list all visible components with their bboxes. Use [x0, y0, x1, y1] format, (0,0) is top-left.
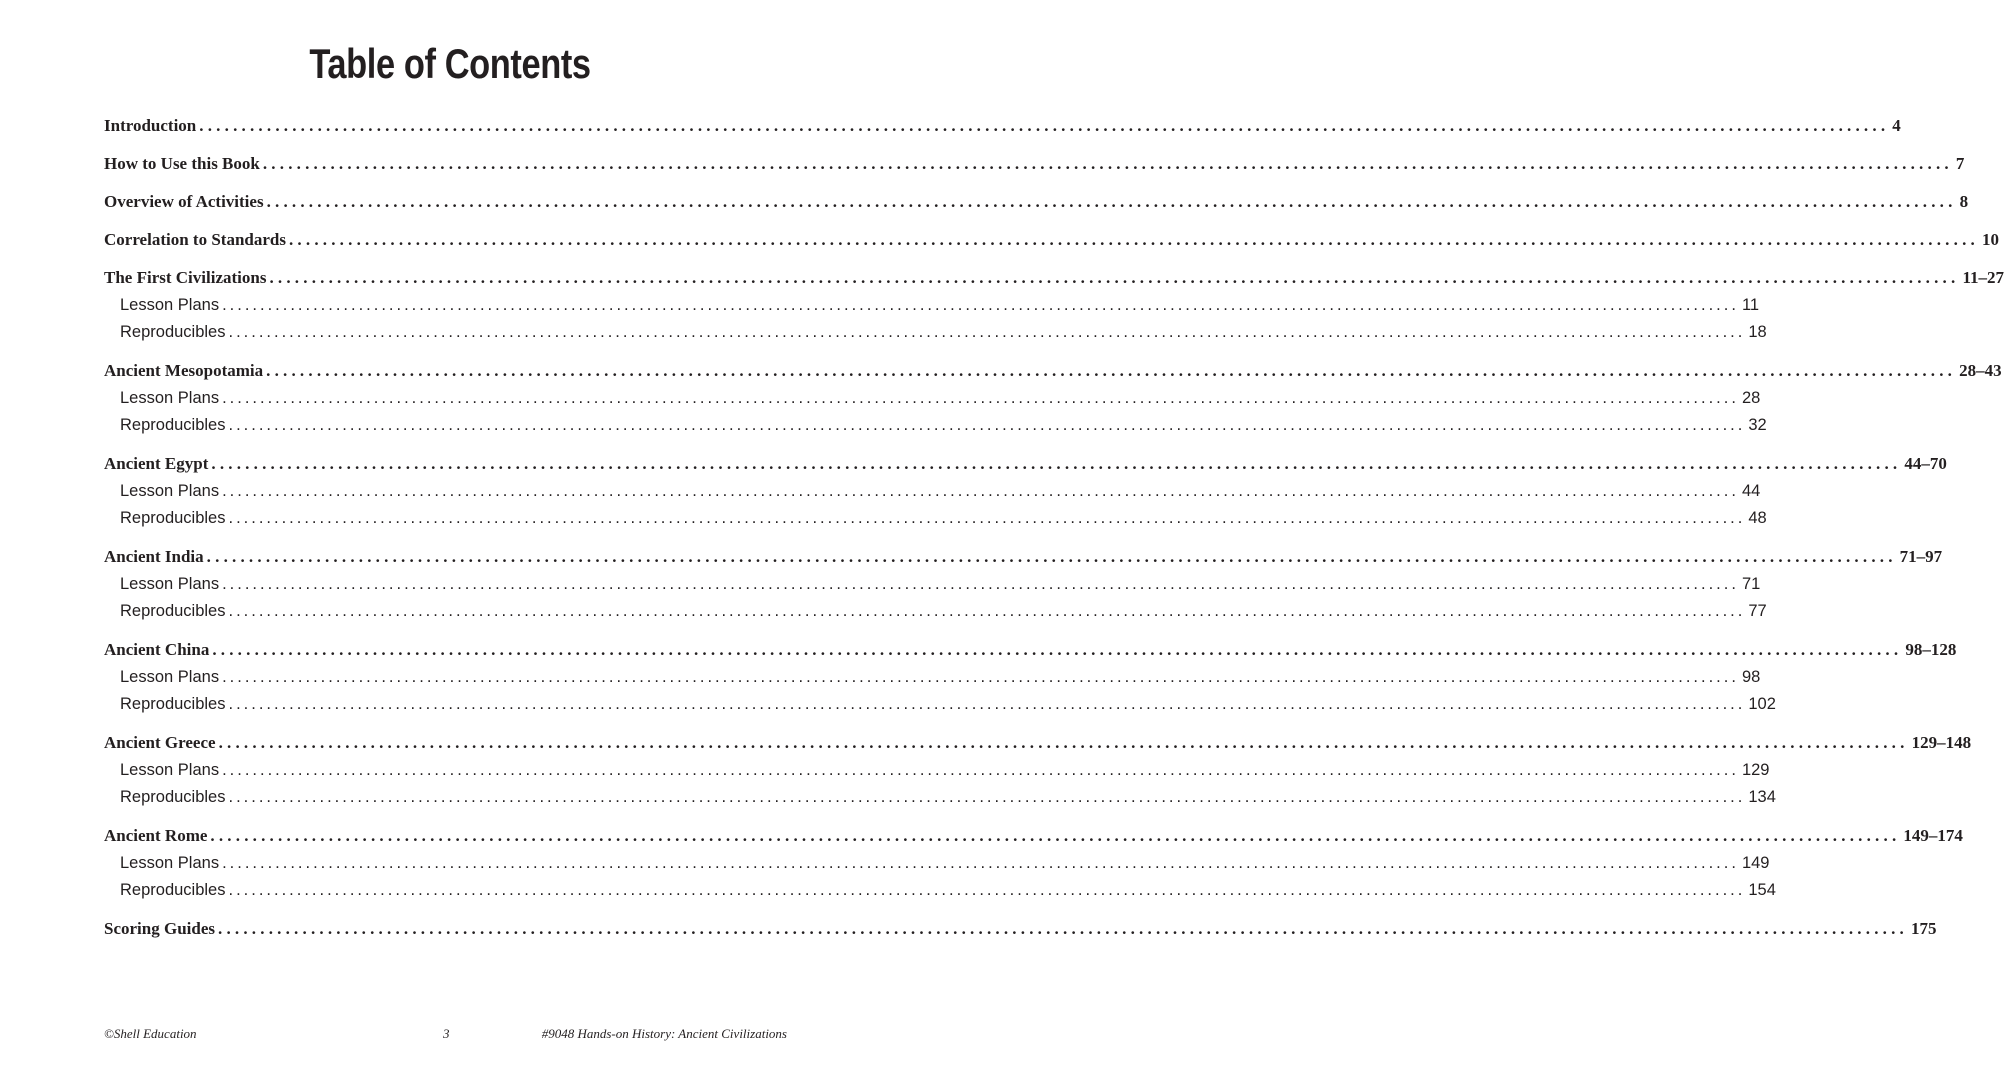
dot-leader: ........................................................................................................................................................................................................: [222, 761, 1739, 779]
dot-leader: ........................................................................................................................................................................................................: [228, 323, 1746, 341]
toc-entry-label: Reproducibles: [120, 602, 226, 620]
dot-leader: ........................................................................................................................................................................................................: [222, 482, 1739, 500]
dot-leader: ........................................................................................................................................................................................................: [206, 547, 1897, 566]
toc-entry-label: How to Use this Book: [104, 154, 260, 173]
dot-leader: ........................................................................................................................................................................................................: [211, 454, 1902, 473]
page-footer: [104, 1026, 787, 1044]
toc-entry-correlation[interactable]: [104, 226, 1999, 254]
toc-entry-label: Ancient China: [104, 640, 210, 659]
toc-entry-label: Overview of Activities: [104, 192, 264, 211]
toc-entry-egypt[interactable]: [104, 450, 1947, 478]
toc-subentry-reproducibles[interactable]: [104, 319, 1767, 346]
toc-entry-page: 149–174: [1903, 826, 1963, 845]
toc-entry-page: 8: [1959, 192, 1969, 211]
toc-subentry-reproducibles[interactable]: [104, 877, 1776, 904]
toc-subentry-reproducibles[interactable]: [104, 598, 1767, 625]
toc-entry-page: 11–27: [1962, 268, 2004, 287]
toc-entry-rome[interactable]: [104, 822, 1963, 850]
toc-entry-label: Lesson Plans: [120, 482, 220, 500]
toc-entry-label: Ancient Egypt: [104, 454, 209, 473]
toc-entry-label: Lesson Plans: [120, 389, 220, 407]
toc-entry-page: 18: [1748, 323, 1767, 341]
dot-leader: ........................................................................................................................................................................................................: [228, 695, 1746, 713]
toc-section-rome: [104, 822, 1963, 904]
dot-leader: ........................................................................................................................................................................................................: [212, 640, 1903, 659]
dot-leader: ........................................................................................................................................................................................................: [222, 389, 1739, 407]
toc-entry-page: 44–70: [1904, 454, 1947, 473]
dot-leader: ........................................................................................................................................................................................................: [222, 296, 1739, 314]
toc-section-egypt: [104, 450, 1947, 532]
footer-book-title: #9048 Hands-on History: Ancient Civilizations: [541, 1026, 787, 1041]
toc-entry-page: 28–43: [1959, 361, 2002, 380]
toc-entry-page: 149: [1741, 854, 1770, 872]
footer-publisher: ©Shell Education: [104, 1026, 197, 1041]
toc-entry-label: Lesson Plans: [120, 575, 220, 593]
toc-subentry-reproducibles[interactable]: [104, 784, 1776, 811]
dot-leader: ........................................................................................................................................................................................................: [228, 416, 1746, 434]
dot-leader: ........................................................................................................................................................................................................: [222, 854, 1739, 872]
dot-leader: ........................................................................................................................................................................................................: [210, 826, 1901, 845]
toc-entry-label: Lesson Plans: [120, 854, 220, 872]
toc-subentry-lesson-plans[interactable]: [104, 385, 1761, 412]
toc-entry-page: 71: [1741, 575, 1761, 593]
toc-entry-label: Reproducibles: [120, 788, 226, 806]
toc-entry-label: Lesson Plans: [120, 668, 220, 686]
toc-entry-page: 129–148: [1911, 733, 1972, 752]
toc-subentry-lesson-plans[interactable]: [104, 757, 1770, 784]
toc-entry-page: 28: [1741, 389, 1761, 407]
toc-entry-page: 10: [1981, 230, 1999, 249]
toc-entry-page: 7: [1955, 154, 1965, 173]
dot-leader: ........................................................................................................................................................................................................: [262, 154, 1953, 173]
toc-entry-scoring-guides[interactable]: [104, 915, 1937, 943]
toc-subentry-reproducibles[interactable]: [104, 691, 1776, 718]
toc-entry-page: 134: [1748, 788, 1776, 806]
toc-section-first-civilizations: [104, 264, 2004, 346]
toc-entry-page: 48: [1748, 509, 1767, 527]
toc-subentry-lesson-plans[interactable]: [104, 850, 1770, 877]
toc-entry-page: 129: [1741, 761, 1770, 779]
footer-page-number: 3: [443, 1026, 450, 1041]
toc-entry-page: 175: [1911, 919, 1937, 938]
toc-entry-page: 11: [1741, 296, 1760, 314]
toc-entry-label: Introduction: [104, 116, 197, 135]
toc-entry-label: Reproducibles: [120, 881, 226, 899]
dot-leader: ........................................................................................................................................................................................................: [222, 668, 1739, 686]
toc-entry-page: 154: [1748, 881, 1776, 899]
toc-subentry-lesson-plans[interactable]: [104, 292, 1760, 319]
dot-leader: ........................................................................................................................................................................................................: [218, 919, 1908, 938]
toc-entry-label: Ancient Rome: [104, 826, 208, 845]
toc-entry-label: Reproducibles: [120, 509, 226, 527]
dot-leader: ........................................................................................................................................................................................................: [288, 230, 1979, 249]
dot-leader: ........................................................................................................................................................................................................: [228, 602, 1746, 620]
toc-entry-page: 77: [1748, 602, 1767, 620]
toc-entry-how-to-use[interactable]: [104, 150, 1965, 178]
dot-leader: ........................................................................................................................................................................................................: [228, 788, 1746, 806]
toc-entry-page: 98: [1741, 668, 1761, 686]
toc-entry-page: 102: [1748, 695, 1776, 713]
toc-entry-first-civilizations[interactable]: [104, 264, 2004, 292]
toc-entry-label: Ancient India: [104, 547, 204, 566]
dot-leader: ........................................................................................................................................................................................................: [222, 575, 1739, 593]
toc-section-india: [104, 543, 1943, 625]
toc-entry-page: 71–97: [1899, 547, 1943, 566]
toc-entry-introduction[interactable]: [104, 112, 1901, 140]
dot-leader: ........................................................................................................................................................................................................: [218, 733, 1909, 752]
toc-subentry-reproducibles[interactable]: [104, 412, 1767, 439]
toc-entry-page: 4: [1892, 116, 1901, 135]
toc-entry-page: 44: [1741, 482, 1761, 500]
toc-subentry-reproducibles[interactable]: [104, 505, 1767, 532]
toc-entry-overview[interactable]: [104, 188, 1969, 216]
toc-section-china: [104, 636, 1957, 718]
dot-leader: ........................................................................................................................................................................................................: [228, 509, 1746, 527]
dot-leader: ........................................................................................................................................................................................................: [199, 116, 1890, 135]
toc-entry-label: Correlation to Standards: [104, 230, 286, 249]
dot-leader: ........................................................................................................................................................................................................: [266, 361, 1957, 380]
toc-entry-label: Reproducibles: [120, 416, 226, 434]
toc-entry-label: Ancient Greece: [104, 733, 216, 752]
toc-entry-label: Reproducibles: [120, 695, 226, 713]
page-title: Table of Contents: [309, 40, 591, 87]
toc-entry-label: Reproducibles: [120, 323, 226, 341]
toc-entry-mesopotamia[interactable]: [104, 357, 2002, 385]
toc-section-mesopotamia: [104, 357, 2002, 439]
toc-entry-page: 98–128: [1905, 640, 1957, 659]
toc-entry-label: Lesson Plans: [120, 761, 220, 779]
dot-leader: ........................................................................................................................................................................................................: [228, 881, 1746, 899]
toc-subentry-lesson-plans[interactable]: [104, 478, 1761, 505]
toc-entry-label: Ancient Mesopotamia: [104, 361, 264, 380]
toc-section-greece: [104, 729, 1972, 811]
toc-subentry-lesson-plans[interactable]: [104, 664, 1761, 691]
toc-entry-label: Scoring Guides: [104, 919, 215, 938]
toc-entry-greece[interactable]: [104, 729, 1972, 757]
toc-subentry-lesson-plans[interactable]: [104, 571, 1761, 598]
table-of-contents: [104, 112, 2004, 943]
toc-entry-label: The First Civilizations: [104, 268, 267, 287]
toc-entry-page: 32: [1748, 416, 1767, 434]
dot-leader: ........................................................................................................................................................................................................: [269, 268, 1960, 287]
toc-entry-label: Lesson Plans: [120, 296, 220, 314]
dot-leader: ........................................................................................................................................................................................................: [266, 192, 1957, 211]
toc-entry-china[interactable]: [104, 636, 1957, 664]
toc-entry-india[interactable]: [104, 543, 1943, 571]
